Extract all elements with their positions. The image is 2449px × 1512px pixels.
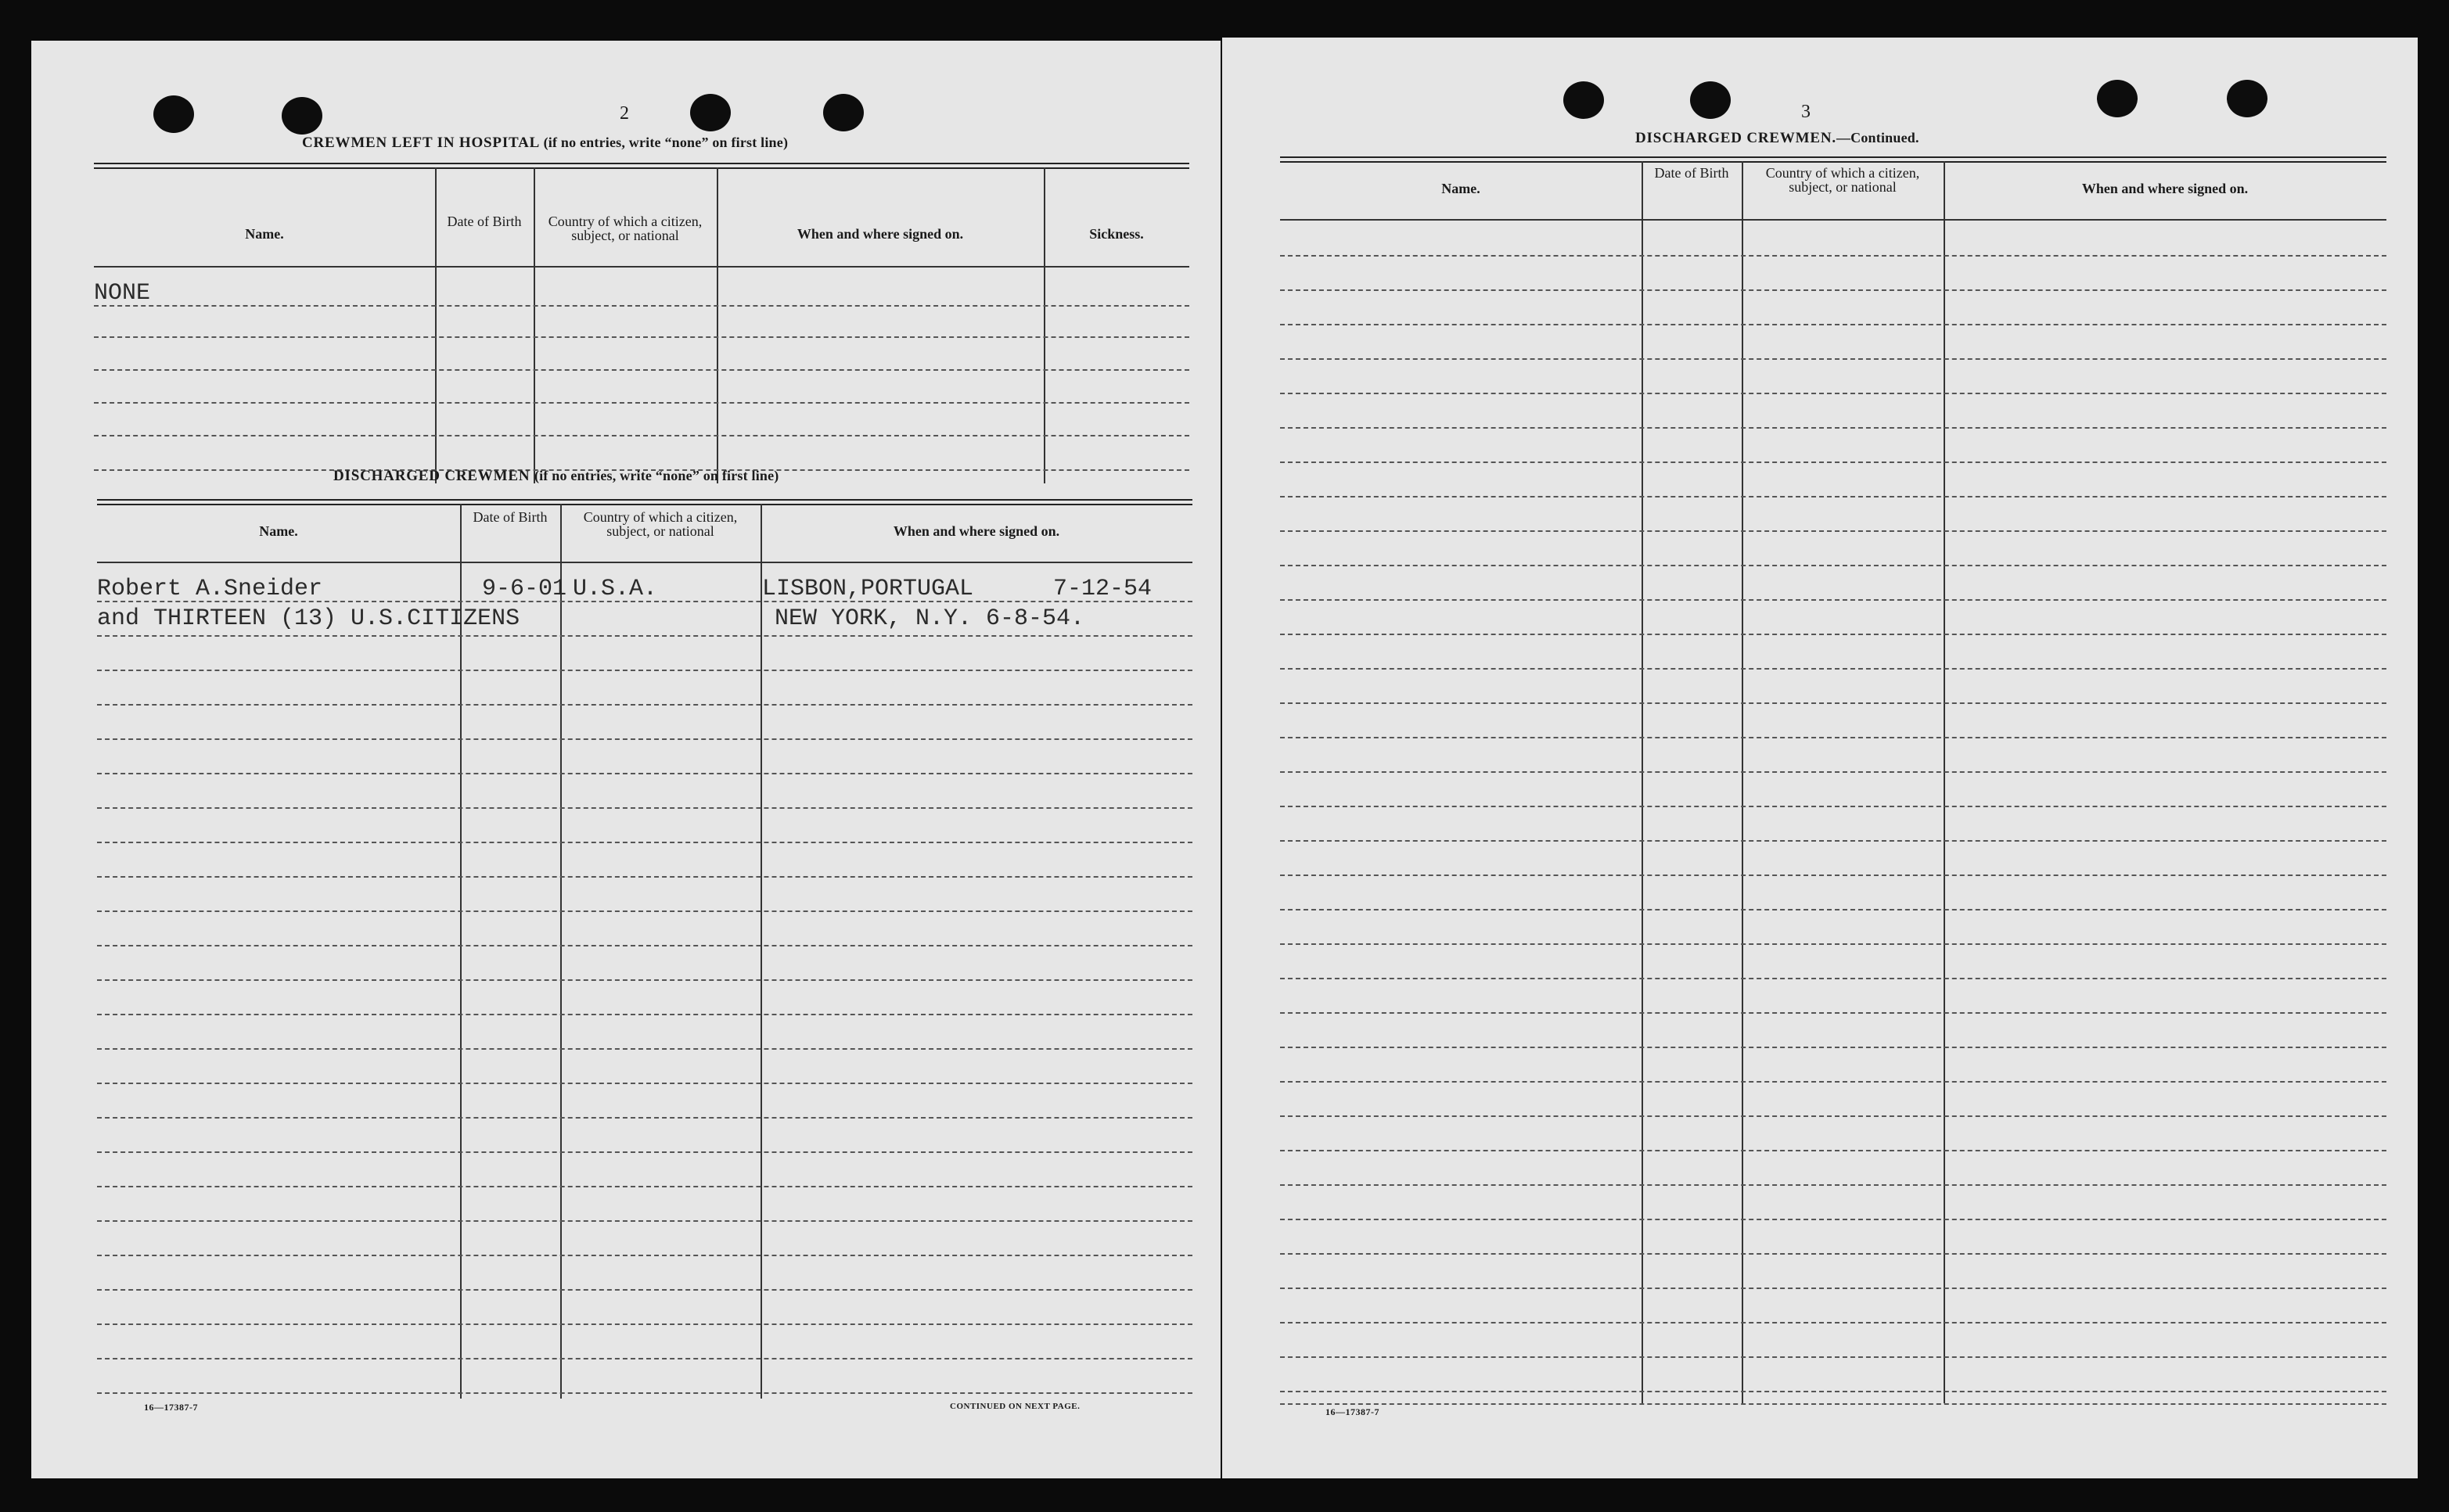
hospital-section-title: CREWMEN LEFT IN HOSPITAL (if no entries, write “none” on first line) <box>302 135 789 151</box>
continued-note: CONTINUED ON NEXT PAGE. <box>950 1402 1081 1411</box>
punch-hole <box>282 97 322 135</box>
discharged-entry-signed-place: LISBON,PORTUGAL <box>762 576 974 602</box>
discharged-table <box>97 499 1192 1438</box>
punch-hole <box>690 94 731 131</box>
header-signed: When and where signed on. <box>893 523 1060 539</box>
punch-hole <box>1690 81 1731 119</box>
header-country: Country of which a citizen, subject, or national <box>548 214 703 243</box>
punch-hole <box>1563 81 1604 119</box>
punch-hole <box>153 95 194 133</box>
header-dob: Date of Birth <box>447 214 522 229</box>
punch-hole <box>2097 80 2138 117</box>
header-sickness: Sickness. <box>1089 226 1144 242</box>
discharged-continued-table <box>1280 156 2386 1447</box>
discharged-entry-dob: 9-6-01 <box>482 576 567 602</box>
header-dob: Date of Birth <box>473 509 548 525</box>
hospital-table <box>94 163 1189 485</box>
header-country: Country of which a citizen, subject, or national <box>583 509 738 539</box>
header-name: Name. <box>245 226 284 242</box>
discharged-entry-country: U.S.A. <box>573 576 658 602</box>
header-signed: When and where signed on. <box>2081 181 2249 196</box>
discharged-entry-signed: NEW YORK, N.Y. 6-8-54. <box>775 605 1085 632</box>
header-dob: Date of Birth <box>1654 165 1729 181</box>
header-name: Name. <box>259 523 298 539</box>
discharged-section-title: DISCHARGED CREWMEN (if no entries, write “none” on first line) <box>333 468 779 484</box>
page-number: 3 <box>1801 102 1811 122</box>
form-number: 16—17387-7 <box>1325 1406 1379 1417</box>
header-country: Country of which a citizen, subject, or national <box>1765 165 1920 195</box>
discharged-entry-name: and THIRTEEN (13) U.S.CITIZENS <box>97 605 520 632</box>
page-number: 2 <box>620 103 629 124</box>
right-page <box>1222 38 2418 1478</box>
hospital-entry-name: NONE <box>94 280 151 307</box>
header-signed: When and where signed on. <box>797 226 964 242</box>
discharged-entry-name: Robert A.Sneider <box>97 576 323 602</box>
discharged-entry-signed-date: 7-12-54 <box>1053 576 1153 602</box>
left-page <box>31 41 1221 1478</box>
form-number: 16—17387-7 <box>144 1402 198 1413</box>
punch-hole <box>2227 80 2267 117</box>
header-name: Name. <box>1441 181 1480 196</box>
punch-hole <box>823 94 864 131</box>
discharged-continued-title: DISCHARGED CREWMEN.—Continued. <box>1635 130 1919 146</box>
